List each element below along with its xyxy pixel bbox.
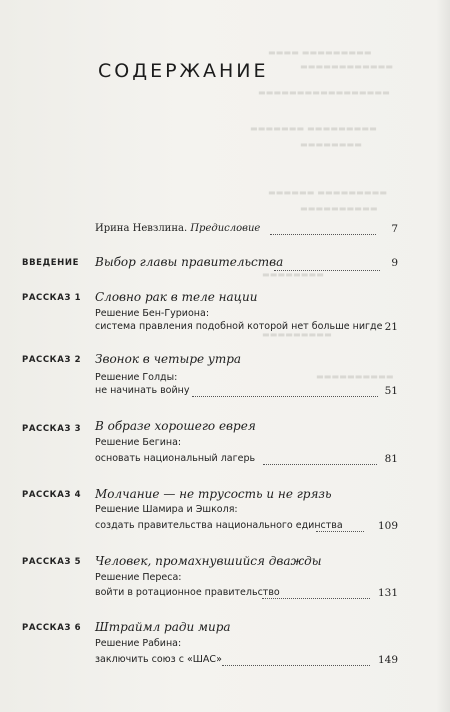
page-spine-shadow (436, 0, 450, 712)
dot-leader (262, 597, 370, 599)
entry-decision: Решение Бегина: (95, 437, 182, 448)
entry-label: РАССКАЗ 1 (22, 293, 82, 303)
entry-detail: заключить союз с «ШАС» (95, 654, 222, 665)
entry-heading: Человек, промахнувшийся дважды (95, 554, 322, 568)
bleed-through-text: ▬▬▬▬▬▬▬▬▬▬ (300, 204, 378, 213)
preface-title (95, 223, 260, 234)
dot-leader (192, 395, 378, 397)
entry-heading: В образе хорошего еврея (95, 419, 256, 433)
bleed-through-text: ▬▬▬▬▬▬▬▬▬▬ (316, 372, 394, 381)
entry-label: РАССКАЗ 2 (22, 355, 82, 365)
preface-page-number: 7 (391, 223, 398, 235)
page-title: СОДЕРЖАНИЕ (98, 60, 269, 82)
entry-page-number: 149 (377, 654, 398, 666)
bleed-through-text: ▬▬▬▬▬▬▬ ▬▬▬▬▬▬▬▬▬ (250, 124, 377, 133)
entry-heading: Молчание — не трусость и не грязь (95, 487, 332, 501)
bleed-through-text: ▬▬▬▬▬▬ ▬▬▬▬▬▬▬▬▬ (268, 188, 388, 197)
preface-name: Предисловие (190, 223, 261, 234)
entry-heading: Звонок в четыре утра (95, 352, 242, 366)
dot-leader (270, 233, 376, 235)
dot-leader (222, 664, 370, 666)
bleed-through-text: ▬▬▬▬▬▬▬▬ (300, 140, 363, 149)
bleed-through-text: ▬▬▬▬ ▬▬▬▬▬▬▬▬▬ (268, 48, 372, 57)
entry-heading: Словно рак в теле нации (95, 290, 258, 304)
entry-decision: Решение Голды: (95, 372, 178, 383)
entry-page-number: 21 (384, 321, 398, 333)
entry-page-number: 109 (377, 520, 398, 532)
entry-heading: Штраймл ради мира (95, 620, 231, 634)
dot-leader (263, 463, 377, 465)
entry-detail: система правления подобной которой нет больше нигде (95, 321, 383, 332)
entry-heading: Выбор главы правительства (95, 255, 284, 269)
entry-detail: не начинать войну (95, 385, 190, 396)
entry-page-number: 81 (384, 453, 398, 465)
entry-decision: Решение Шамира и Эшколя: (95, 504, 238, 515)
entry-decision: Решение Переса: (95, 572, 182, 583)
entry-detail: войти в ротационное правительство (95, 587, 280, 598)
entry-label: РАССКАЗ 5 (22, 557, 82, 567)
entry-page-number: 9 (391, 257, 398, 269)
dot-leader (274, 269, 380, 271)
entry-label: ВВЕДЕНИЕ (22, 258, 79, 268)
bleed-through-text: ▬▬▬▬▬▬▬▬ (262, 270, 325, 279)
entry-page-number: 51 (384, 385, 398, 397)
entry-label: РАССКАЗ 3 (22, 424, 82, 434)
entry-label: РАССКАЗ 4 (22, 490, 82, 500)
entry-detail: основать национальный лагерь (95, 453, 256, 464)
bleed-through-text: ▬▬▬▬▬▬▬▬▬▬▬▬▬▬▬▬▬ (258, 88, 390, 97)
bleed-through-text: ▬▬▬▬▬▬▬▬▬▬▬▬ (300, 62, 394, 71)
bleed-through-text: ▬▬▬▬▬▬▬▬▬ (262, 330, 332, 339)
entry-decision: Решение Бен-Гуриона: (95, 308, 210, 319)
entry-page-number: 131 (377, 587, 398, 599)
preface-author: Ирина Невзлина. (95, 223, 188, 234)
dot-leader (316, 530, 364, 532)
entry-decision: Решение Рабина: (95, 638, 182, 649)
entry-label: РАССКАЗ 6 (22, 623, 82, 633)
entry-detail: создать правительства национального единства (95, 520, 343, 531)
